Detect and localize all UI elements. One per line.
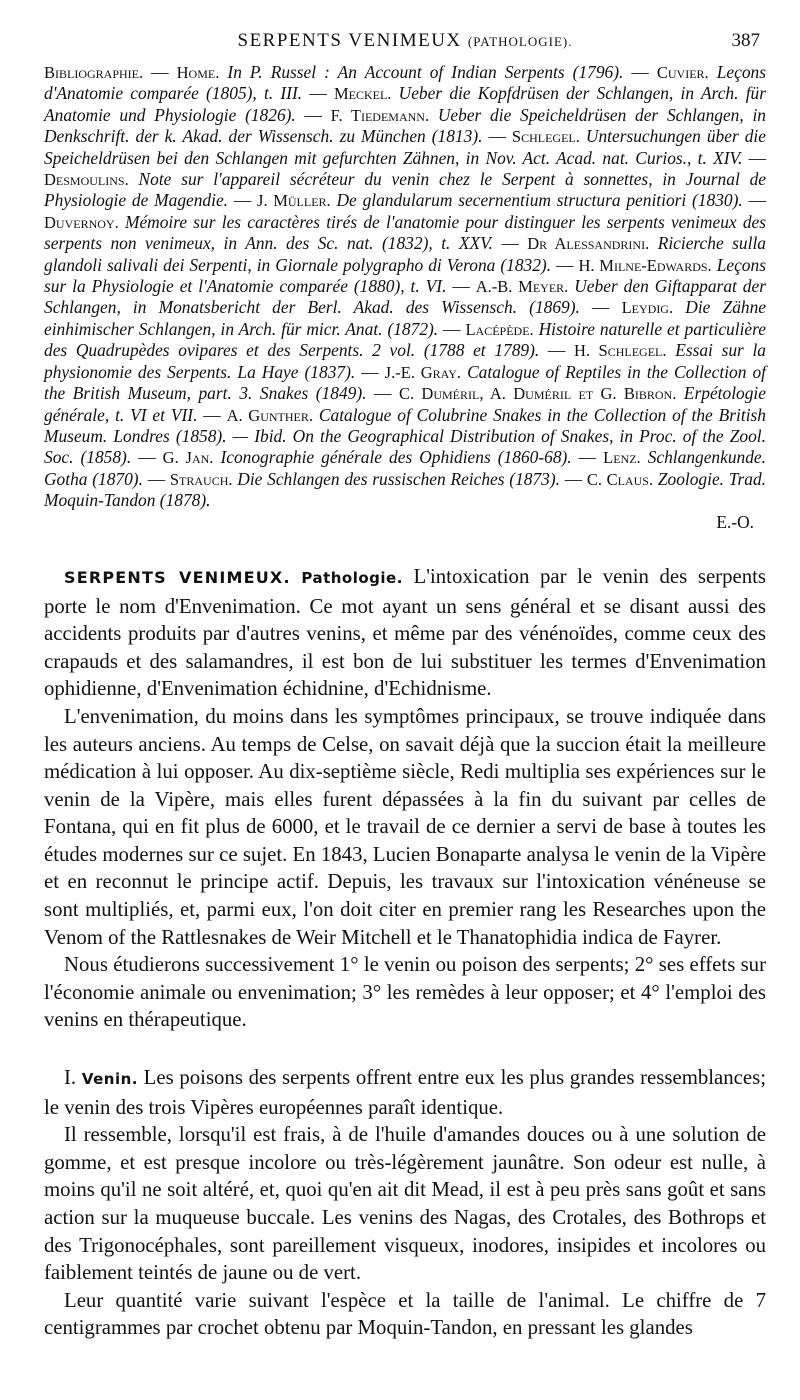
biblio-entry: Iconographie générale des Ophidiens (1860-68). <box>220 447 572 468</box>
signature: E.-O. <box>716 511 754 532</box>
article-paragraph: Nous étudierons successivement 1° le venin ou poison des serpents; 2° ses effets sur l'économie animale ou envenimation; 3° les remèdes à leur opposer; et 4° l'emploi des venins en thérapeutique. <box>44 953 766 1032</box>
biblio-author: Meckel. <box>333 84 392 104</box>
article-subheading: Pathologie. <box>301 568 403 587</box>
section-intro-text: Les poisons des serpents offrent entre eux les plus grandes ressemblances; le venin des trois Vipères européennes paraît identique. <box>44 1066 767 1119</box>
article-paragraph: L'envenimation, du moins dans les symptômes principaux, se trouve indiquée dans les auteurs anciens. Au temps de Celse, on savait déjà que la succion était la meilleure médication à lui opposer. Au dix-septième siècle, Redi multiplia ses expériences sur le venin de la Vipère, mais elles furent dépassées à la fin du suivant par celles de Fontana, qui en fit plus de 6000, et le travail de ce dernier a servi de base à toutes les études modernes sur ce sujet. En 1843, Lucien Bonaparte analysa le venin de la Vipère et en reconnut le principe actif. Depuis, les travaux sur l'intoxication vénéneuse se sont multipliés, et, parmi eux, l'on doit citer en premier rang les Researches upon the Venom of the Rattlesnakes de Weir Mitchell et le Thanatophidia indica de Fayrer. <box>44 704 766 949</box>
running-subtitle: (PATHOLOGIE). <box>467 34 573 49</box>
bibliography-label: Bibliographie. <box>44 63 144 82</box>
biblio-author: H. Schlegel. <box>574 341 667 361</box>
running-title <box>44 30 766 52</box>
biblio-author: Lacépède. <box>465 319 534 339</box>
article-paragraph: Leur quantité varie suivant l'espèce et la taille de l'animal. Le chiffre de 7 centigrammes par crochet obtenu par Moquin-Tandon, en pressant les glandes <box>44 1288 766 1340</box>
biblio-entry: Untersuchungen über die Speicheldrüsen bei den Schlangen mit gefurchten Zähnen, in Nov. Act. Acad. nat. Curios., t. XIV. <box>44 126 766 168</box>
article-intro-text: L'intoxication par le venin des serpents porte le nom d'Envenimation. Ce mot ayant un sens général et se disant aussi des accidents produits par d'autres venins, et même par des vénénoïdes, comme ceux des crapauds et des salamandres, il est bon de lui substituer les termes d'Envenimation ophidienne, d'Envenimation échidnine, d'Echidnisme. <box>44 564 766 701</box>
biblio-entry: Mémoire sur les caractères tirés de l'anatomie pour distinguer les serpents venimeux des serpents non venimeux, in Ann. des Sc. nat. (1832), t. XXV. <box>44 211 766 254</box>
biblio-author: J. Müller. <box>257 191 331 211</box>
biblio-author: F. Tiedemann. <box>330 105 430 125</box>
running-title-text: SERPENTS VENIMEUX <box>237 30 462 51</box>
biblio-author: Dr Alessandrini. <box>527 234 650 254</box>
biblio-author: C. Claus. <box>586 469 654 489</box>
biblio-author: Strauch. <box>169 469 233 489</box>
biblio-entry: Ueber die Kopfdrüsen der Schlangen, in Arch. für Anatomie und Physiologie (1826). <box>44 83 766 125</box>
biblio-author: Cuvier. <box>656 63 709 82</box>
article-intro <box>44 563 766 703</box>
biblio-author: H. Milne-Edwards. <box>578 255 712 275</box>
biblio-author: J.-E. Gray. <box>384 362 462 382</box>
biblio-entry: Note sur l'appareil sécréteur du venin chez le Serpent à sonnettes, in Journal de Physiologie de Magendie. <box>44 169 766 211</box>
biblio-author: A. Gunther. <box>226 405 314 425</box>
biblio-entry: Catalogue of Reptiles in the Collection of the British Museum, part. 3. Snakes (1849). <box>44 361 766 404</box>
biblio-entry: Essai sur la physionomie des Serpents. La Haye (1837). <box>44 340 767 382</box>
biblio-author: Schlegel. <box>511 127 580 147</box>
biblio-author: Home. <box>176 63 220 82</box>
biblio-entry: Leçons d'Anatomie comparée (1805), t. III. <box>44 62 766 104</box>
biblio-author: Lenz. <box>603 448 641 468</box>
biblio-entry: Ueber die Speicheldrüsen der Schlangen, in Denkschrift. der k. Akad. der Wissensch. zu München (1813). <box>44 104 766 147</box>
biblio-entry: In P. Russel : An Account of Indian Serpents (1796). <box>227 62 624 82</box>
page-number: 387 <box>731 30 760 51</box>
section-venin-intro <box>44 1064 766 1121</box>
biblio-author: A.-B. Meyer. <box>475 277 569 297</box>
biblio-entry: Die Schlangen des russischen Reiches (1873). <box>237 468 560 489</box>
biblio-author: C. Duméril, A. Duméril et G. Bibron. <box>398 384 677 404</box>
biblio-entry: Catalogue of Colubrine Snakes in the Collection of the British Museum. Londres (1858). — Ibid. On the Geographical Distribution of Snakes, in Proc. of the Zool. Soc. (1858). <box>44 404 766 468</box>
biblio-entry: Leçons sur la Physiologie et l'Anatomie comparée (1880), t. VI. <box>44 254 766 297</box>
biblio-author: Desmoulins. <box>44 170 129 190</box>
biblio-entry: Ricierche sulla glandoli salivali dei Serpenti, in Giornale polygrapho di Verona (1832). <box>44 233 766 275</box>
running-head <box>44 0 766 52</box>
article-paragraph: Il ressemble, lorsqu'il est frais, à de l'huile d'amandes douces ou à une solution de gomme, et est presque incolore ou très-légèrement jaunâtre. Son odeur est nulle, à moins qu'il ne soit altéré, et, quoi qu'en ait dit Mead, il est à peu près sans goût et sans action sur la muqueuse buccale. Les venins des Nagas, des Crotales, des Bothrops et des Trigonocéphales, sont pareillement visqueux, inodores, insipides et incolores ou faiblement teintés de jaune ou de vert. <box>44 1123 766 1285</box>
biblio-entry: Die Zähne einhimischer Schlangen, in Arch. für micr. Anat. (1872). <box>44 297 766 339</box>
biblio-author: Leydig. <box>621 298 674 318</box>
biblio-entry: Histoire naturelle et particulière des Quadrupèdes ovipares et des Serpents. 2 vol. (1788 et 1789). <box>44 318 766 361</box>
biblio-author: G. Jan. <box>162 448 214 468</box>
biblio-entry: Erpétologie générale, t. VI et VII. <box>44 383 766 425</box>
biblio-entry: Ueber den Giftapparat der Schlangen, in Monatsbericht der Berl. Akad. des Wissensch. (1869). <box>44 276 766 318</box>
section-heading: Venin. <box>81 1070 138 1089</box>
article <box>44 563 766 1342</box>
biblio-author: Duvernoy. <box>44 212 119 232</box>
biblio-entry: De glandularum secernentium structura penitiori (1830). <box>336 190 743 211</box>
section-gap <box>44 1034 766 1064</box>
biblio-entry: Zoologie. Trad. Moquin-Tandon (1878). <box>44 468 766 511</box>
bibliography-block: Bibliographie. — Home. In P. Russel : An Account of Indian Serpents (1796). — Cuvier. Leçons d'Anatomie comparée (1805), t. III. — Meckel. Ueber die Kopfdrüsen der Schlangen, in Arch. für Anatomie und Physiologie (1826). — F. Tiedemann. Ueber die Speicheldrüsen der Schlangen, in Denkschrift. der k. Akad. der Wissensch. zu München (1813). — Schlegel. Untersuchungen über die Speicheldrüsen bei den Schlangen mit gefurchten Zähnen, in Nov. Act. Acad. nat. Curios., t. XIV. — Desmoulins. Note sur l'appareil sécréteur du venin chez le Serpent à sonnettes, in Journal de Physiologie de Magendie. — J. Müller. De glandularum secernentium structura penitiori (1830). — Duvernoy. Mémoire sur les caractères tirés de l'anatomie pour distinguer les serpents venimeux des serpents non venimeux, in Ann. des Sc. nat. (1832), t. XXV. — Dr Alessandrini. Ricierche sulla glandoli salivali dei Serpenti, in Giornale polygrapho di Verona (1832). — H. Milne-Edwards. Leçons sur la Physiologie et l'Anatomie comparée (1880), t. VI. — A.-B. Meyer. Ueber den Giftapparat der Schlangen, in Monatsbericht der Berl. Akad. des Wissensch. (1869). — Leydig. Die Zähne einhimischer Schlangen, in Arch. für micr. Anat. (1872). — Lacépède. Histoire naturelle et particulière des Quadrupèdes ovipares et des Serpents. 2 vol. (1788 et 1789). — H. Schlegel. Essai sur la physionomie des Serpents. La Haye (1837). — J.-E. Gray. Catalogue of Reptiles in the Collection of the British Museum, part. 3. Snakes (1849). — C. Duméril, A. Duméril et G. Bibron. Erpétologie générale, t. VI et VII. — A. Gunther. Catalogue of Colubrine Snakes in the Collection of the British Museum. Londres (1858). — Ibid. On the Geographical Distribution of Snakes, in Proc. of the Zool. Soc. (1858). — G. Jan. Iconographie générale des Ophidiens (1860-68). — Lenz. Schlangenkunde. Gotha (1870). — Strauch. Die Schlangen des russischen Reiches (1873). — C. Claus. Zoologie. Trad. Moquin-Tandon (1878). <box>44 62 767 511</box>
section-number: I. <box>64 1066 77 1090</box>
bibliography <box>44 62 766 533</box>
article-heading: SERPENTS VENIMEUX. <box>64 567 291 587</box>
biblio-entry: Schlangenkunde. Gotha (1870). <box>44 447 766 489</box>
